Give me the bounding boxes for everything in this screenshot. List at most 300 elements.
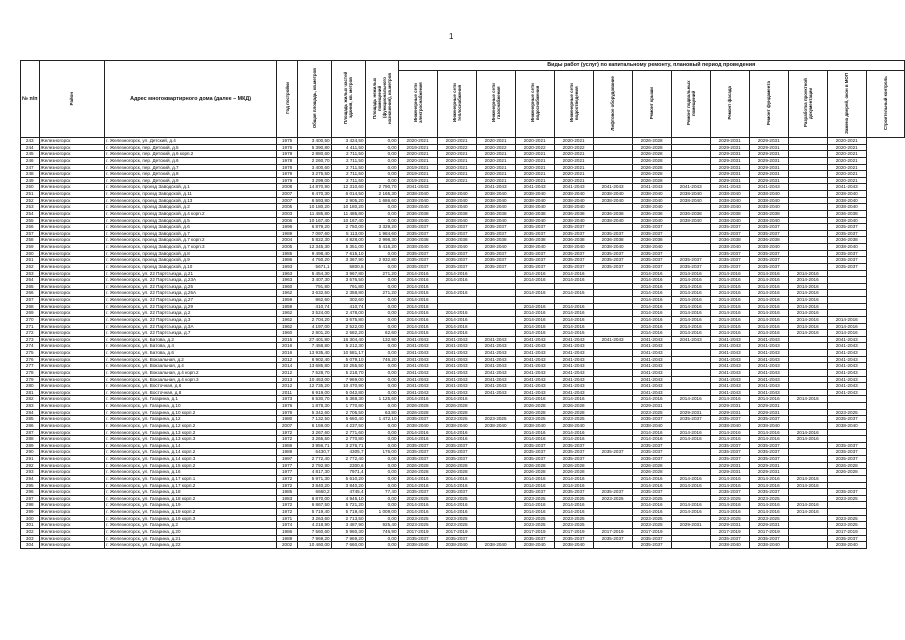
table-cell [554,283,593,290]
table-cell: 2041-2043 [398,336,437,343]
table-cell: 2035-2037 [710,230,749,237]
table-cell: 2014-2016 [515,509,554,516]
table-cell: 3 299,00 [298,177,331,184]
table-cell: 2014-2016 [632,283,671,290]
table-cell: 282 [21,396,40,403]
table-cell [827,303,866,310]
table-cell: 2029-2031 [749,462,788,469]
table-cell: 4 750,20 [298,257,331,264]
table-cell: 2035-2037 [749,489,788,496]
table-cell: 2041-2043 [554,369,593,376]
table-cell: г. Железногорск, ул. 22 Партсъезда, д.3 [105,316,277,323]
table-cell: 2014-2016 [398,429,437,436]
table-cell: 0,00 [365,462,398,469]
table-cell: 3 276,71 [331,442,365,449]
table-cell: 1977 [276,462,297,469]
table-cell: 2038-2040 [593,191,632,198]
table-row [21,502,905,509]
table-cell: 2038-2040 [437,422,476,429]
table-cell: 2020-2021 [476,171,515,178]
table-cell: г. Железногорск, пер. Детский, д.8 [105,171,277,178]
table-cell: 2041-2043 [554,356,593,363]
table-cell: 2023-2025 [398,522,437,529]
table-cell: 6 919,00 [298,389,331,396]
table-cell: 2035-2037 [554,442,593,449]
table-cell: 2038-2040 [593,244,632,251]
table-cell: 2029-2031 [710,522,749,529]
table-cell: 1979 [276,177,297,184]
table-cell [593,436,632,443]
table-cell: 2038-2040 [476,197,515,204]
table-cell: г. Железногорск, пер. Детский, д.5 [105,144,277,151]
table-cell: 1972 [276,482,297,489]
table-cell: 2041-2043 [632,184,671,191]
table-cell: 2023-2025 [515,522,554,529]
table-cell: 2014-2016 [788,277,827,284]
table-cell: 2014-2016 [749,330,788,337]
table-cell: 1978 [276,151,297,158]
table-cell: Железногорск [39,316,105,323]
table-cell: 2014-2016 [749,475,788,482]
table-cell: 2035-2037 [827,442,866,449]
table-cell: 5671,1 [298,263,331,270]
table-cell [593,422,632,429]
table-cell: Железногорск [39,436,105,443]
table-cell [593,151,632,158]
table-cell: 2036-2038 [593,210,632,217]
table-cell: 1 472,10 [365,416,398,423]
table-row [21,310,905,317]
table-cell: 2041-2043 [476,336,515,343]
table-cell: г. Железногорск, проезд Заводской, д.7 корп.3 [105,244,277,251]
table-cell: 2038-2040 [554,191,593,198]
table-row [21,456,905,463]
table-cell: Железногорск [39,429,105,436]
table-cell: 2038-2040 [437,197,476,204]
table-cell: 2014-2016 [632,310,671,317]
table-cell [476,396,515,403]
table-cell: 1986 [276,442,297,449]
table-cell: 2026-2028 [632,151,671,158]
table-cell: 2035-2037 [398,230,437,237]
table-cell: 2041-2043 [476,356,515,363]
table-cell: 2041-2043 [632,376,671,383]
table-cell: 2 711,50 [331,157,365,164]
table-cell: 2041-2043 [749,383,788,390]
table-cell [827,396,866,403]
table-cell: 2035-2037 [476,224,515,231]
table-cell: 2035-2037 [749,449,788,456]
table-cell: 2038-2040 [671,191,710,198]
table-cell [476,409,515,416]
table-cell: 7 969,20 [298,535,331,542]
table-cell: 2029-2031 [749,164,788,171]
table-cell: 2014-2016 [437,290,476,297]
table-row [21,151,905,158]
table-cell: 245 [21,151,40,158]
table-cell: 1976 [276,403,297,410]
table-cell: Железногорск [39,138,105,145]
table-cell: 2014-2016 [788,270,827,277]
table-cell: 2014-2016 [749,323,788,330]
table-cell: 2038-2040 [515,197,554,204]
table-cell [593,396,632,403]
table-cell: 5800,5 [331,263,365,270]
table-cell: 1977 [276,469,297,476]
table-cell: Железногорск [39,330,105,337]
table-cell: 2020-2021 [827,177,866,184]
table-cell: 2041-2043 [593,184,632,191]
table-cell: 2026-2028 [632,469,671,476]
table-cell: 248 [21,171,40,178]
table-cell [476,515,515,522]
table-cell: 1 009,00 [365,509,398,516]
table-cell: 275 [21,350,40,357]
table-cell: 268 [21,303,40,310]
table-cell: г. Железногорск, ул. Вокзальная, д.4 корп.3 [105,376,277,383]
table-cell: 2035-2037 [632,230,671,237]
table-cell: 2029-2031 [710,157,749,164]
table-cell: 265 [21,283,40,290]
table-cell: 2038-2040 [554,217,593,224]
table-row [21,528,905,535]
table-cell: 2035-2037 [710,535,749,542]
table-cell: г. Железногорск, ул. 22 Партсъезда, д.21 [105,270,277,277]
table-cell: 280 [21,383,40,390]
table-cell: 2014-2016 [788,482,827,489]
table-cell: 2035-2037 [593,250,632,257]
table-cell: 2041-2043 [515,350,554,357]
table-cell: 289 [21,442,40,449]
table-cell: 2041-2043 [515,376,554,383]
table-cell: 2026-2028 [632,164,671,171]
table-cell: 2020-2021 [437,164,476,171]
table-cell: 2014-2016 [632,396,671,403]
table-cell [671,250,710,257]
table-cell [788,376,827,383]
table-row [21,250,905,257]
table-cell: 2014-2016 [554,323,593,330]
table-cell [788,416,827,423]
table-cell: 2038-2040 [476,422,515,429]
table-cell: г. Железногорск, проезд Заводской, д.5 [105,217,277,224]
table-cell [788,403,827,410]
table-cell: 7 660,00 [331,542,365,549]
table-cell: 271,20 [365,290,398,297]
header-work-0: Инженерные сети электроснабжения [398,71,437,138]
header-work-1: Инженерные сети теплоснабжения [437,71,476,138]
table-cell: г. Железногорск, ул. Гагарина, д.14 [105,442,277,449]
table-row [21,535,905,542]
table-cell: Железногорск [39,157,105,164]
table-cell: 2026-2028 [437,403,476,410]
table-cell: 2026-2028 [554,409,593,416]
table-cell: 27 401,80 [298,336,331,343]
table-cell: 2014-2016 [554,482,593,489]
table-cell: 2014-2016 [398,330,437,337]
table-cell [593,290,632,297]
table-cell [671,389,710,396]
table-cell [671,535,710,542]
table-cell: 2038-2040 [710,204,749,211]
table-cell: 5 042,80 [331,389,365,396]
table-cell: 2014-2016 [710,509,749,516]
table-cell: 2020-2021 [476,164,515,171]
table-cell: 2035-2037 [827,230,866,237]
table-row [21,263,905,270]
table-cell: 6 593,80 [298,197,331,204]
table-cell: Железногорск [39,270,105,277]
table-cell [671,244,710,251]
table-cell [593,323,632,330]
table-cell: 2014-2016 [398,297,437,304]
table-cell: 2020-2021 [398,151,437,158]
table-cell: 2014-2016 [788,323,827,330]
table-cell: 2023-2025 [749,495,788,502]
table-cell: 2038-2040 [437,217,476,224]
table-cell [671,343,710,350]
table-cell: 2014-2016 [632,482,671,489]
table-cell: 2020-2022 [476,144,515,151]
table-cell: 2029-2031 [749,144,788,151]
table-cell: 2041-2043 [710,350,749,357]
table-cell: 2014-2016 [710,316,749,323]
table-cell: г. Железногорск, пер. Детский, д.9 [105,177,277,184]
table-cell: 2014-2016 [398,316,437,323]
table-cell [827,429,866,436]
table-body [21,138,905,549]
table-cell: 2014-2016 [632,502,671,509]
table-cell: 0,00 [365,442,398,449]
table-cell: 2041-2043 [398,350,437,357]
table-cell: 0,00 [365,217,398,224]
table-cell: 4 817,30 [298,469,331,476]
table-cell: Железногорск [39,336,105,343]
table-cell: 0,00 [365,171,398,178]
table-cell: 2014-2016 [632,509,671,516]
table-cell: 2041-2043 [398,363,437,370]
table-cell: 277 [21,363,40,370]
table-cell: 2023-2025 [398,515,437,522]
table-cell: 2038-2040 [515,244,554,251]
table-cell: 2014-2016 [554,316,593,323]
table-cell: г. Железногорск, ул. 22 Партсъезда, д.3А [105,323,277,330]
table-cell [593,482,632,489]
table-cell: 2035-2037 [749,263,788,270]
table-cell: 2014-2016 [749,310,788,317]
table-cell: 2041-2043 [476,363,515,370]
table-cell: 1985 [276,489,297,496]
table-cell: 2038-2040 [710,197,749,204]
table-cell: 2035-2037 [437,535,476,542]
table-row [21,356,905,363]
table-cell: 2038-2040 [515,217,554,224]
table-cell: 2014-2016 [749,436,788,443]
table-cell: 0,00 [365,376,398,383]
table-cell [671,204,710,211]
table-cell: 2017-2019 [554,528,593,535]
table-cell: Железногорск [39,323,105,330]
table-cell: г. Железногорск, ул. Гагарина, д.18 корп.2 [105,495,277,502]
table-cell: 2014-2016 [632,270,671,277]
table-cell: 0,00 [365,429,398,436]
table-cell: 0,00 [365,475,398,482]
table-row [21,489,905,496]
table-cell: 2035-2037 [398,449,437,456]
table-cell: 1975 [276,138,297,145]
table-cell: 2014-2016 [515,290,554,297]
table-cell: Железногорск [39,283,105,290]
table-cell: 2041-2043 [632,389,671,396]
table-row [21,363,905,370]
table-cell: 1986 [276,257,297,264]
table-cell [476,303,515,310]
table-cell: 2029-2031 [632,403,671,410]
table-cell: 2035-2037 [710,442,749,449]
table-cell: 2014-2016 [437,323,476,330]
table-cell: 3 967,80 [331,270,365,277]
table-cell: 0,00 [365,316,398,323]
table-cell: 3 329,20 [365,224,398,231]
table-cell: 6 902,40 [298,356,331,363]
table-cell: 2023-2025 [632,522,671,529]
table-cell [554,297,593,304]
table-cell: 2035-2037 [437,257,476,264]
table-cell [671,151,710,158]
header-work-7: Ремонт подвальных помещений [671,71,710,138]
table-cell: 2014-2016 [749,316,788,323]
table-cell: 2038-2040 [827,422,866,429]
table-cell [593,416,632,423]
table-cell: 2038-2040 [398,542,437,549]
table-cell: 2014-2016 [749,429,788,436]
table-cell: 1 984,60 [365,230,398,237]
table-cell: 2041-2043 [515,343,554,350]
table-cell: 2038-2040 [710,244,749,251]
table-cell: 2038-2040 [398,244,437,251]
table-cell: Железногорск [39,389,105,396]
table-cell: 2014-2016 [671,482,710,489]
table-cell: 2014-2016 [632,429,671,436]
table-cell: 1972 [276,502,297,509]
table-cell: 0,00 [365,542,398,549]
table-cell: 281 [21,389,40,396]
table-cell [593,515,632,522]
table-cell: 2041-2043 [476,184,515,191]
table-cell: 2029-2031 [749,403,788,410]
table-cell: 271 [21,323,40,330]
table-cell: 2041-2043 [827,376,866,383]
table-cell: 2014-2016 [671,396,710,403]
table-cell: 2 932,80 [365,257,398,264]
table-cell: 2038-2040 [398,191,437,198]
table-cell: 2035-2037 [749,535,788,542]
table-cell: 2035-2037 [515,224,554,231]
table-cell: 2038-2040 [827,197,866,204]
table-cell: 272 [21,330,40,337]
table-cell [827,283,866,290]
table-cell: 16 304,40 [331,336,365,343]
table-cell [593,204,632,211]
table-row [21,422,905,429]
table-cell [593,509,632,516]
table-cell: Железногорск [39,210,105,217]
table-cell: 2014-2016 [515,316,554,323]
table-cell: 2041-2043 [554,376,593,383]
table-cell: Железногорск [39,297,105,304]
table-row [21,482,905,489]
table-cell [671,542,710,549]
table-cell: 2014-2016 [515,475,554,482]
table-cell [788,336,827,343]
table-cell [671,442,710,449]
table-cell [593,270,632,277]
table-cell: 292 [21,462,40,469]
table-cell: г. Железногорск, ул. Вокзальная, д.4 корп.2 [105,369,277,376]
table-cell: 746,20 [365,356,398,363]
table-cell: 10 180,20 [331,204,365,211]
table-cell [515,297,554,304]
table-cell [671,363,710,370]
table-cell: 2014-2016 [437,330,476,337]
table-cell: 2002 [276,542,297,549]
header-address: Адрес многоквартирного дома (далее – МКД) [105,61,277,138]
table-cell: 11 485,80 [331,210,365,217]
table-cell: 2041-2043 [437,350,476,357]
table-cell: 2300,6 [331,462,365,469]
table-cell: г. Железногорск, ул. 22 Партсъезда, д.25А [105,290,277,297]
table-cell: 2035-2037 [398,489,437,496]
table-cell [476,482,515,489]
table-cell: 2023-2025 [476,416,515,423]
table-cell: 0,00 [365,482,398,489]
table-cell: 2016 [276,343,297,350]
table-cell: 2041-2043 [554,343,593,350]
table-cell: Железногорск [39,369,105,376]
table-cell: 2041-2043 [710,343,749,350]
table-cell: 249 [21,177,40,184]
table-cell: 2035-2037 [749,456,788,463]
table-cell [788,409,827,416]
table-cell: 2029-2031 [749,157,788,164]
table-cell: г. Железногорск, ул. Гагарина, д.16 [105,469,277,476]
table-cell [671,350,710,357]
table-cell: 2041-2043 [749,363,788,370]
table-cell: 273 [21,336,40,343]
table-cell: 3 265,50 [298,436,331,443]
table-cell: 2020-2021 [554,177,593,184]
table-cell [476,316,515,323]
table-cell: 2 711,50 [331,151,365,158]
table-cell: 7 969,00 [331,376,365,383]
table-cell: г. Железногорск, проезд Заводской, д.13 [105,197,277,204]
table-cell: 2038-2040 [593,217,632,224]
table-cell: 2014-2016 [788,502,827,509]
table-cell: 0,00 [365,310,398,317]
table-cell: 2035-2037 [632,257,671,264]
table-cell: 2041-2043 [749,356,788,363]
table-cell: 2035-2037 [398,456,437,463]
table-cell [593,542,632,549]
table-cell [827,475,866,482]
table-cell: 2035-2037 [398,257,437,264]
table-cell: 2041-2043 [398,356,437,363]
table-cell: 295 [21,482,40,489]
table-cell [593,177,632,184]
table-cell: г. Железногорск, ул. Гагарина, д.18 [105,489,277,496]
table-cell: 1974 [276,522,297,529]
table-cell: 2020-2021 [476,177,515,184]
